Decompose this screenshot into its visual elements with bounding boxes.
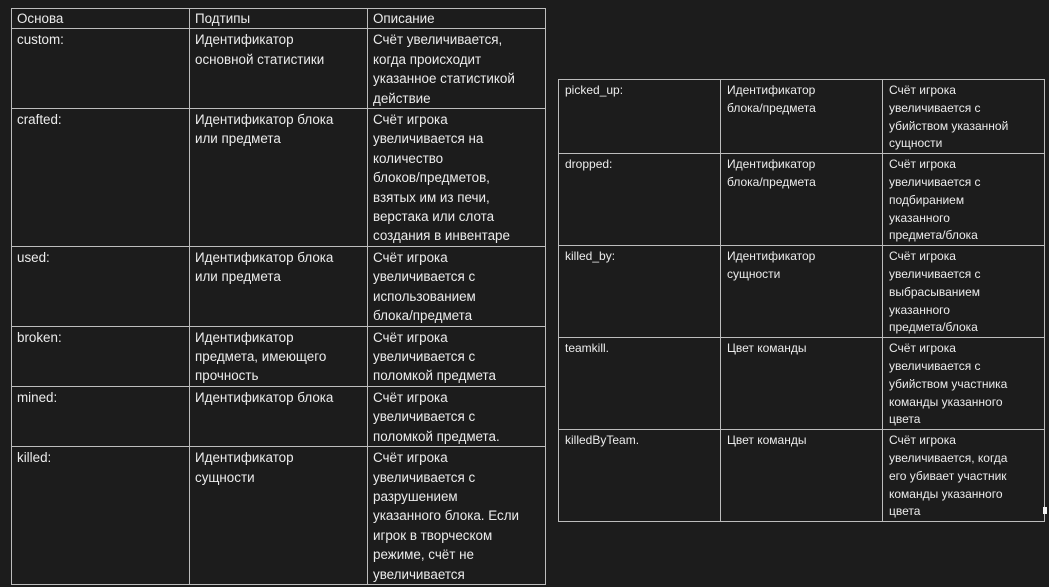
- table-row: [559, 430, 1045, 522]
- description-cell: Счёт игрока увеличивается с поломкой предмета: [368, 326, 546, 386]
- subtype-cell: Идентификатор предмета, имеющего прочность: [190, 326, 368, 386]
- base-cell: used:: [12, 247, 190, 327]
- base-cell: killed_by:: [559, 246, 721, 338]
- table-row: [12, 29, 546, 109]
- table-row: [12, 109, 546, 247]
- base-cell: teamkill.: [559, 338, 721, 430]
- subtype-cell: Идентификатор блока или предмета: [190, 247, 368, 327]
- base-cell: killedByTeam.: [559, 430, 721, 522]
- subtype-cell: Идентификатор блока/предмета: [721, 154, 883, 246]
- base-cell: killed:: [12, 447, 190, 585]
- table-row: [559, 246, 1045, 338]
- description-cell: Счёт игрока увеличивается на количество блоков/предметов, взятых им из печи, верстака или слота создания в инвентаре: [368, 109, 546, 247]
- subtype-cell: Цвет команды: [721, 338, 883, 430]
- base-cell: crafted:: [12, 109, 190, 247]
- base-cell: custom:: [12, 29, 190, 109]
- description-cell: Счёт увеличивается, когда происходит указанное статистикой действие: [368, 29, 546, 109]
- header-cell-description: Описание: [368, 9, 546, 29]
- subtype-cell: Идентификатор сущности: [190, 447, 368, 585]
- subtype-cell: Идентификатор основной статистики: [190, 29, 368, 109]
- base-cell: broken:: [12, 326, 190, 386]
- subtype-cell: Идентификатор сущности: [721, 246, 883, 338]
- subtype-cell: Цвет команды: [721, 430, 883, 522]
- table-row: [559, 154, 1045, 246]
- base-cell: picked_up:: [559, 80, 721, 154]
- description-cell: Счёт игрока увеличивается с убийством указанной сущности: [883, 80, 1045, 154]
- description-cell: Счёт игрока увеличивается с подбиранием указанного предмета/блока: [883, 154, 1045, 246]
- table-row: [12, 386, 546, 446]
- table-row: [12, 447, 546, 585]
- table-row: [559, 338, 1045, 430]
- table-header-row: [12, 9, 546, 29]
- subtype-cell: Идентификатор блока/предмета: [721, 80, 883, 154]
- table-row: [559, 80, 1045, 154]
- base-cell: dropped:: [559, 154, 721, 246]
- description-cell: Счёт игрока увеличивается с разрушением указанного блока. Если игрок в творческом режиме, счёт не увеличивается: [368, 447, 546, 585]
- statistics-table-right: [558, 79, 1045, 522]
- description-cell: Счёт игрока увеличивается с использованием блока/предмета: [368, 247, 546, 327]
- base-cell: mined:: [12, 386, 190, 446]
- header-cell-subtypes: Подтипы: [190, 9, 368, 29]
- subtype-cell: Идентификатор блока: [190, 386, 368, 446]
- statistics-table-left: [11, 8, 546, 585]
- description-cell: Счёт игрока увеличивается с поломкой предмета.: [368, 386, 546, 446]
- header-cell-base: Основа: [12, 9, 190, 29]
- description-cell: Счёт игрока увеличивается, когда его убивает участник команды указанного цвета: [883, 430, 1045, 522]
- table-row: [12, 326, 546, 386]
- description-cell: Счёт игрока увеличивается с выбрасыванием указанного предмета/блока: [883, 246, 1045, 338]
- subtype-cell: Идентификатор блока или предмета: [190, 109, 368, 247]
- description-cell: Счёт игрока увеличивается с убийством участника команды указанного цвета: [883, 338, 1045, 430]
- text-cursor-marker: [1043, 507, 1047, 514]
- table-row: [12, 247, 546, 327]
